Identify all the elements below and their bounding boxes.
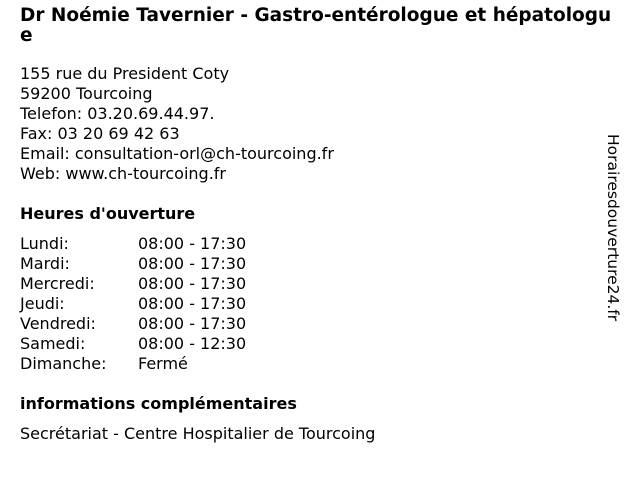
day-hours: 08:00 - 17:30: [138, 294, 247, 313]
hours-row-thursday: [20, 294, 246, 314]
hours-row-friday: [20, 314, 246, 334]
phone-number: Telefon: 03.20.69.44.97.: [20, 104, 215, 123]
day-hours: 08:00 - 17:30: [138, 254, 247, 273]
day-label: Mercredi:: [20, 274, 95, 293]
hours-row-tuesday: [20, 254, 246, 274]
additional-info-heading: informations complémentaires: [20, 394, 297, 413]
day-label: Mardi:: [20, 254, 70, 273]
fax-number: Fax: 03 20 69 42 63: [20, 124, 180, 143]
website: Web: www.ch-tourcoing.fr: [20, 164, 226, 183]
day-hours: 08:00 - 12:30: [138, 334, 247, 353]
day-hours: Fermé: [138, 354, 188, 373]
contact-block: [20, 64, 334, 184]
page-title: Dr Noémie Tavernier - Gastro-entérologue et hépatologue: [20, 5, 612, 46]
email-address: Email: consultation-orl@ch-tourcoing.fr: [20, 144, 334, 163]
day-label: Jeudi:: [20, 294, 65, 313]
hours-row-wednesday: [20, 274, 246, 294]
site-watermark: Horairesdouverture24.fr: [604, 134, 622, 322]
street-address: 155 rue du President Coty: [20, 64, 230, 83]
hours-row-saturday: [20, 334, 246, 354]
day-hours: 08:00 - 17:30: [138, 314, 247, 333]
day-label: Lundi:: [20, 234, 69, 253]
opening-hours-heading: Heures d'ouverture: [20, 204, 196, 223]
city-postcode: 59200 Tourcoing: [20, 84, 153, 103]
hours-row-monday: [20, 234, 246, 254]
day-label: Samedi:: [20, 334, 86, 353]
day-hours: 08:00 - 17:30: [138, 234, 247, 253]
additional-info-text: Secrétariat - Centre Hospitalier de Tourcoing: [20, 424, 376, 443]
day-hours: 08:00 - 17:30: [138, 274, 247, 293]
day-label: Vendredi:: [20, 314, 96, 333]
day-label: Dimanche:: [20, 354, 107, 373]
hours-row-sunday: [20, 354, 246, 374]
opening-hours-table: [20, 234, 246, 374]
